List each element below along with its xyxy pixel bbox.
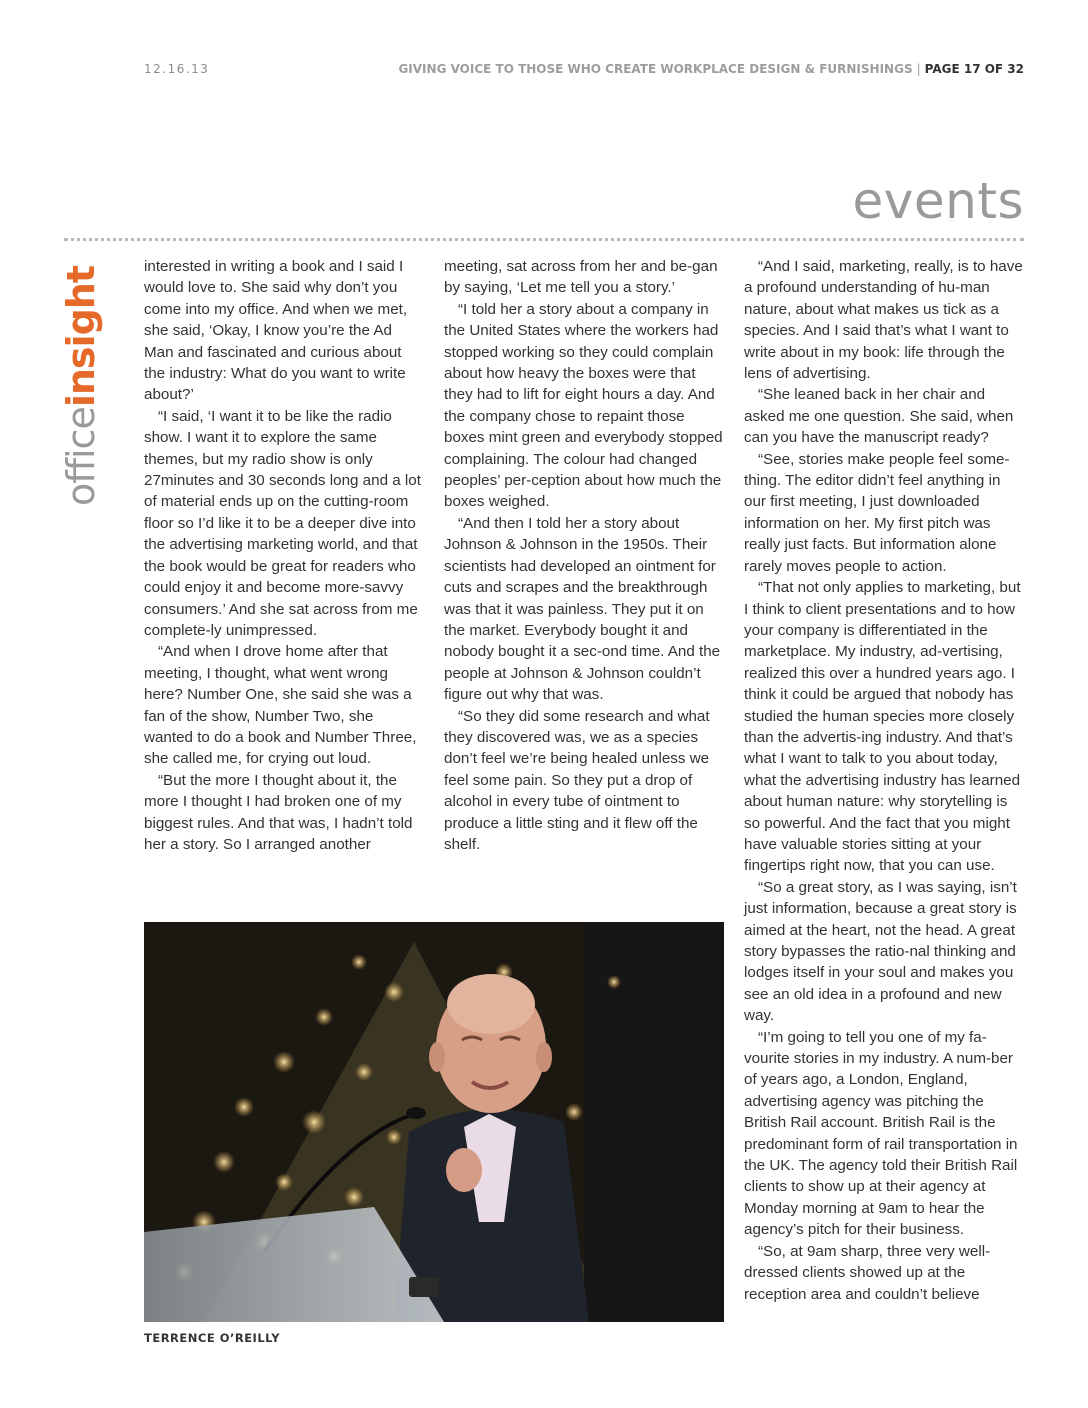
paragraph: meeting, sat across from her and be-gan by saying, ‘Let me tell you a story.’ [444, 258, 718, 297]
paragraph: “I told her a story about a company in the United States where the workers had stopped working so they could complain about how heavy the boxes were that they had to lift for eight hours a day. And the company chose to repaint those boxes mint green and everybody stopped complaining. The colour had changed peoples’ per-ception about how much the boxes weighed. [444, 300, 723, 511]
paragraph: “And when I drove home after that meeting, I thought, what went wrong here? Number One, she said she was a fan of the show, Number Two, she wanted to do a book and Number Three, she called me, for crying out loud. [144, 643, 417, 768]
paragraph: “So a great story, as I was saying, isn’t just information, because a great story is aimed at the heart, not the head. A great story bypasses the ratio-nal thinking and lodges itself in your soul and makes you see an old idea in a profound and new way. [744, 878, 1017, 1025]
header-separator: | [916, 62, 921, 76]
speaker-illustration [144, 922, 724, 1322]
paragraph: “I said, ‘I want it to be like the radio show. I want it to explore the same themes, but my radio show is only 27minutes and 30 seconds long and a lot of material ends up on the cutting-room floor so I’d like it to be a deeper dive into the advertising marketing world, and that the book would be great for readers who could enjoy it and become more-savvy consumers.’ And she sat across from me complete-ly unimpressed. [144, 407, 421, 639]
page-number[interactable]: PAGE 17 OF 32 [924, 62, 1024, 76]
header-right [398, 62, 1024, 76]
header-tagline: GIVING VOICE TO THOSE WHO CREATE WORKPLACE DESIGN & FURNISHINGS [398, 62, 913, 76]
paragraph: “I’m going to tell you one of my fa-vourite stories in my industry. A num-ber of years ago, a London, England, advertising agency was pitching the British Rail account. British Rail is the predominant form of rail transportation in the UK. The agency told their British Rail clients to show up at their agency at Monday morning at 9am to hear the agency’s pitch for their business. [744, 1028, 1018, 1239]
logo-office: office [59, 407, 103, 506]
paragraph: interested in writing a book and I said I would love to. She said why don’t you come into my office. And when we met, she said, ‘Okay, I know you’re the Ad Man and fascinated and curious about the industry: What do you want to write about?’ [144, 258, 408, 404]
article-column-3 [744, 256, 1023, 1305]
paragraph: “And then I told her a story about Johnson & Johnson in the 1950s. Their scientists had developed an ointment for cuts and scrapes and the breakthrough was that it was painless. They put it on the market. Everybody bought it and nobody bought it a sec-ond time. And the people at Johnson & Johnson couldn’t figure out why that was. [444, 514, 721, 704]
paragraph: “She leaned back in her chair and asked me one question. She said, when can you have the manuscript ready? [744, 386, 1014, 447]
paragraph: “But the more I thought about it, the more I thought I had broken one of my biggest rules. And that was, I hadn’t told her a story. So I arranged another [144, 771, 413, 853]
logo-insight: insight [59, 266, 103, 408]
paragraph: “That not only applies to marketing, but I think to client presentations and to how your company is differentiated in the marketplace. My industry, ad-vertising, realized this over a hundred years ago. I think it could be argued that nobody has studied the human species more closely than the advertis-ing industry. And that’s what I want to talk to you about today, what the advertising industry has learned about human nature: why storytelling is so powerful. And the fact that you might have valuable stories sitting at your fingertips right now, that you can use. [744, 579, 1021, 875]
paragraph: “So, at 9am sharp, three very well-dressed clients showed up at the reception area and couldn’t believe [744, 1242, 991, 1303]
article-column-2 [444, 256, 723, 855]
photo-caption: TERRENCE O’REILLY [144, 1331, 281, 1345]
paragraph: “See, stories make people feel some-thing. The editor didn’t feel anything in our first meeting, I just downloaded information on her. My first pitch was really just facts. But information alone rarely moves people to action. [744, 450, 1010, 575]
paragraph: “So they did some research and what they discovered was, we as a species don’t feel we’re being healed unless we feel some pain. So they put a drop of alcohol in every tube of ointment to produce a little sting and it flew off the shelf. [444, 707, 710, 853]
paragraph: “And I said, marketing, really, is to have a profound understanding of hu-man nature, about what makes us tick as a species. And I said that’s what I want to write about in my book: life through the lens of advertising. [744, 258, 1023, 383]
section-title: events [852, 172, 1024, 230]
publication-logo[interactable] [59, 266, 103, 506]
issue-date: 12.16.13 [144, 62, 210, 76]
speaker-photo [144, 922, 724, 1322]
dotted-divider [64, 238, 1024, 241]
article-column-1 [144, 256, 423, 855]
